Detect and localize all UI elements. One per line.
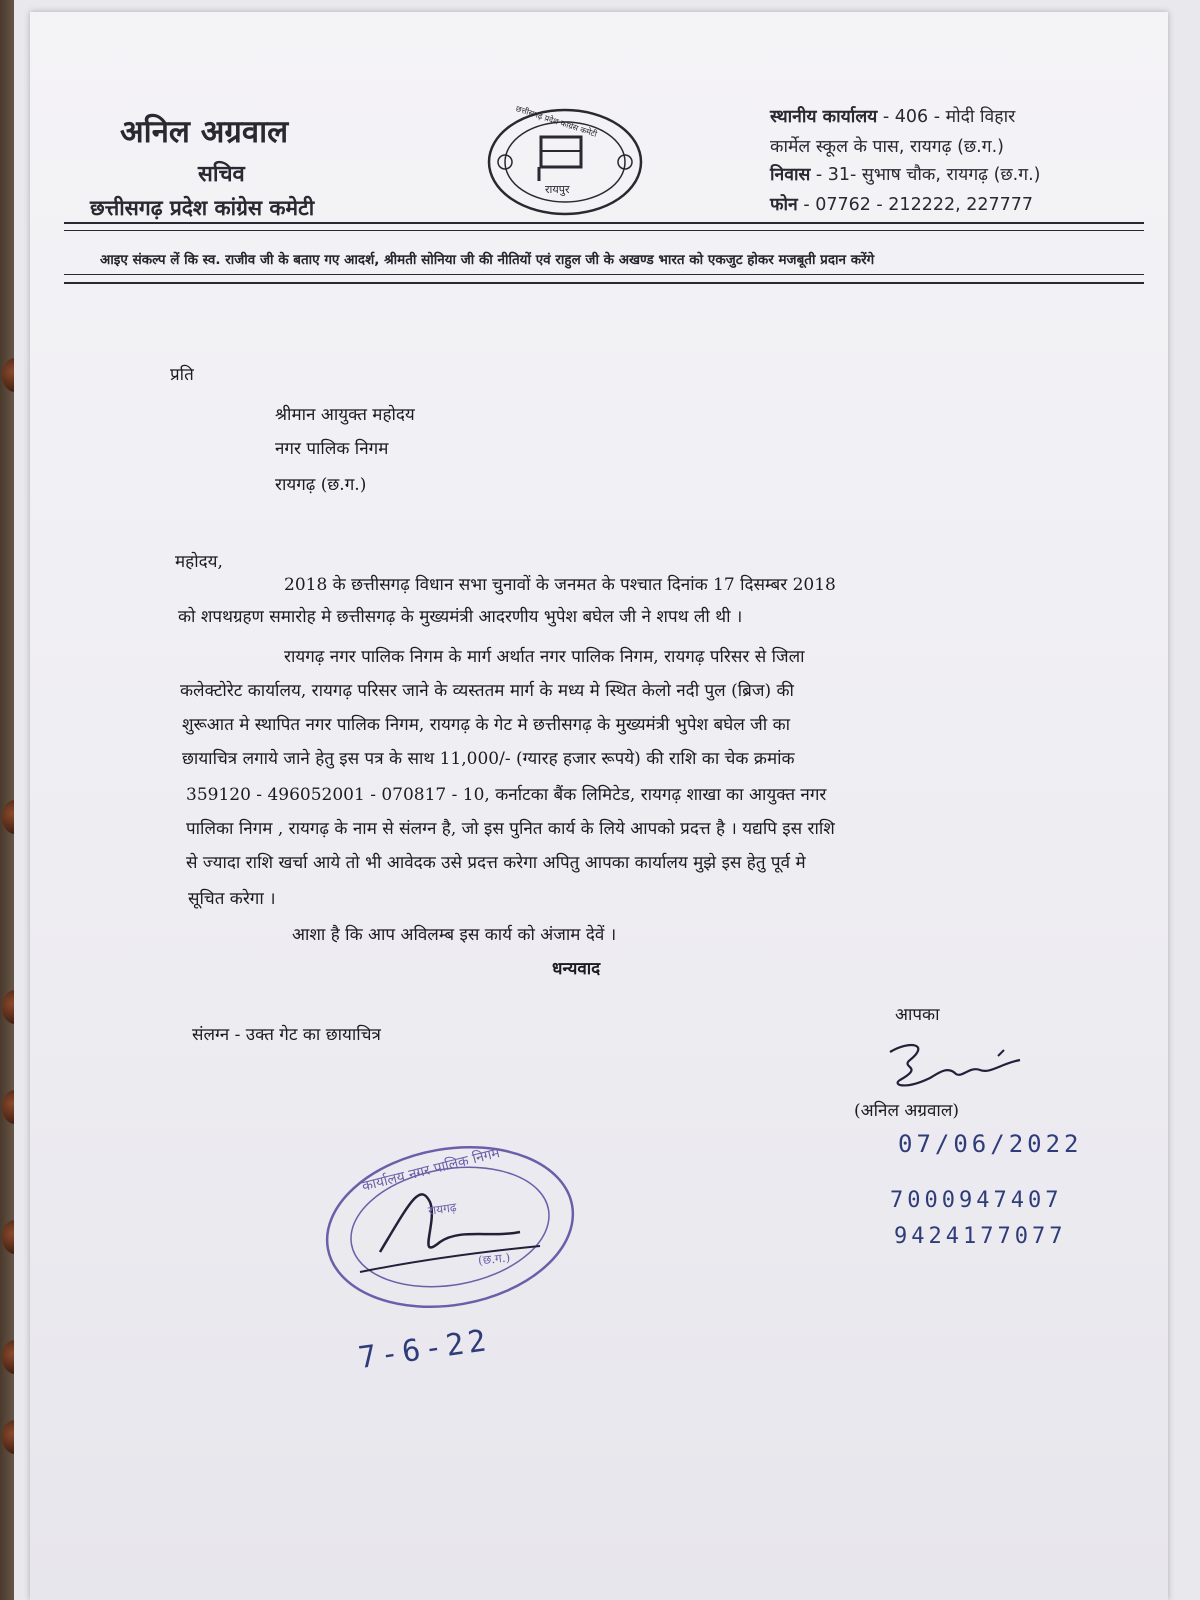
body-line: कलेक्टोरेट कार्यालय, रायगढ़ परिसर जाने के व्यस्ततम मार्ग के मध्य मे स्थित केलो नदी पुल (ब्रिज) की — [180, 681, 794, 701]
slogan: आइए संकल्प लें कि स्व. राजीव जी के बताए गए आदर्श, श्रीमती सोनिया जी की नीतियों एवं राहुल जी के अखण्ड भारत को एकजुट होकर मजबूती प्रदान करेंगे — [100, 252, 875, 268]
stamp-handwritten-date: 7-6-22 — [356, 1322, 493, 1377]
header-rule-bottom — [64, 282, 1144, 284]
sender-name: अनिल अग्रवाल — [120, 114, 289, 150]
body-line: शुरूआत मे स्थापित नगर पालिक निगम, रायगढ़ के गेट मे छत्तीसगढ़ के मुख्यमंत्री भुपेश बघेल जी का — [182, 715, 791, 735]
salutation: महोदय, — [175, 552, 223, 572]
residence-label: निवास — [770, 165, 811, 185]
recipient-line1: श्रीमान आयुक्त महोदय — [275, 405, 415, 425]
signatory-name: (अनिल अग्रवाल) — [854, 1101, 959, 1121]
body-line: पालिका निगम , रायगढ़ के नाम से संलग्न है, जो इस पुनित कार्य के लिये आपको प्रदत्त है । यद्यपि इस राशि — [186, 819, 835, 839]
stamp-text-top: कार्यालय नगर पालिक निगम — [360, 1145, 502, 1195]
recipient-line2: नगर पालिक निगम — [275, 439, 389, 459]
body-line: सूचित करेगा । — [188, 889, 276, 909]
letter-page — [30, 12, 1168, 1600]
header-rule-3 — [64, 274, 1144, 275]
handwritten-phone-1: 7000947407 — [890, 1188, 1063, 1213]
sender-designation: सचिव — [198, 161, 245, 187]
phone-line — [770, 192, 1033, 216]
logo-text-bottom: रायपुर — [545, 183, 570, 196]
thanks: धन्यवाद — [552, 959, 601, 979]
residence-value: - 31- सुभाष चौक, रायगढ़ (छ.ग.) — [810, 165, 1041, 185]
recipient-line3: रायगढ़ (छ.ग.) — [275, 475, 367, 495]
body-line: छायाचित्र लगाये जाने हेतु इस पत्र के साथ 11,000/- (ग्यारह हजार रूपये) की राशि का चेक क्रमांक — [182, 749, 795, 769]
logo-text-top: छत्तीसगढ़ प्रदेश कांग्रेस कमेटी — [514, 104, 598, 139]
signature — [870, 1030, 1030, 1100]
residence-line — [770, 162, 1041, 186]
body-line: को शपथग्रहण समारोह मे छत्तीसगढ़ के मुख्यमंत्री आदरणीय भुपेश बघेल जी ने शपथ ली थी । — [178, 607, 743, 627]
phone-value: - 07762 - 212222, 227777 — [797, 195, 1034, 215]
body-line: रायगढ़ नगर पालिक निगम के मार्ग अर्थात नगर पालिक निगम, रायगढ़ परिसर से जिला — [284, 647, 805, 667]
to-label: प्रति — [170, 365, 194, 385]
handwritten-date: 07/06/2022 — [898, 1130, 1083, 1158]
handwritten-phone-2: 9424177077 — [894, 1224, 1067, 1249]
attachment-note: संलग्न - उक्त गेट का छायाचित्र — [192, 1025, 381, 1045]
body-line: से ज्यादा राशि खर्चा आये तो भी आवेदक उसे प्रदत्त करेगा अपितु आपका कार्यालय मुझे इस हेतु पूर्व मे — [186, 853, 806, 873]
local-office-line2: कार्मेल स्कूल के पास, रायगढ़ (छ.ग.) — [770, 137, 1004, 157]
body-line: 2018 के छत्तीसगढ़ विधान सभा चुनावों के जनमत के पश्चात दिनांक 17 दिसम्बर 2018 — [284, 575, 836, 595]
sender-organization: छत्तीसगढ़ प्रदेश कांग्रेस कमेटी — [90, 195, 315, 220]
local-office-label: स्थानीय कार्यालय — [770, 107, 878, 127]
phone-label: फोन — [770, 195, 798, 215]
local-office-line — [770, 104, 1015, 128]
stamp-text-mid: रायगढ़ — [427, 1200, 458, 1218]
header-rule-top — [64, 222, 1144, 224]
yours-faithfully: आपका — [895, 1005, 940, 1025]
closing-request: आशा है कि आप अविलम्ब इस कार्य को अंजाम देवें । — [292, 925, 617, 945]
header-rule-2 — [64, 230, 1144, 231]
local-office-value: - 406 - मोदी विहार — [877, 107, 1016, 127]
stamp-text-bottom: (छ.ग.) — [477, 1250, 511, 1268]
body-line: 359120 - 496052001 - 070817 - 10, कर्नाटका बैंक लिमिटेड, रायगढ़ शाखा का आयुक्त नगर — [186, 785, 827, 805]
